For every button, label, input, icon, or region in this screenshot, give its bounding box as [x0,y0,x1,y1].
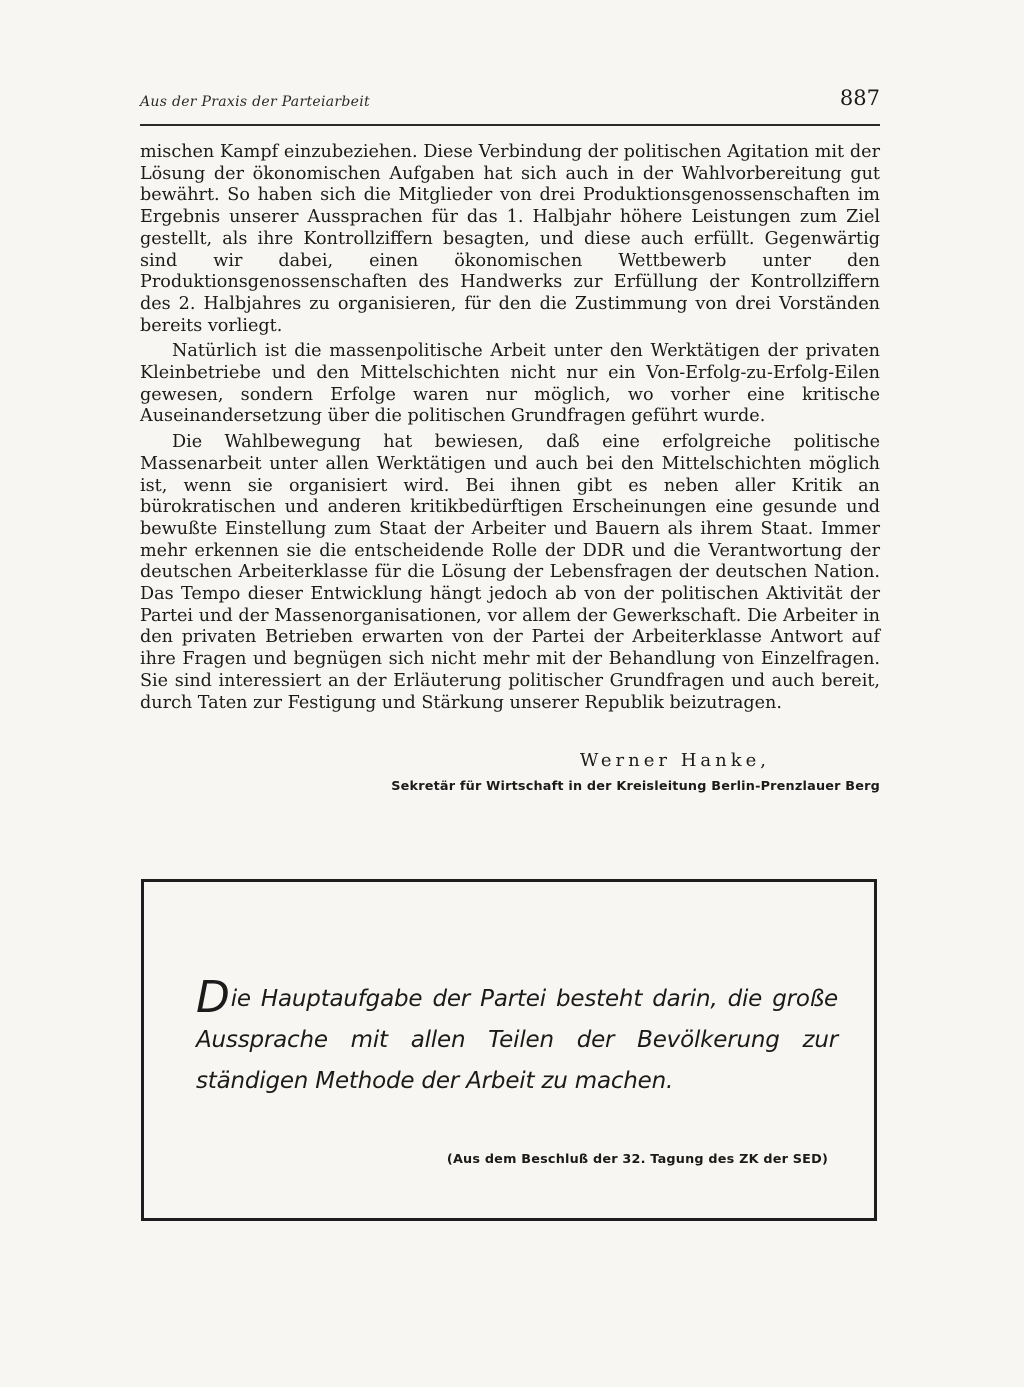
quote-text [196,972,838,1102]
running-head: Aus der Praxis der Parteiarbeit [140,94,370,110]
quote-source: (Aus dem Beschluß der 32. Tagung des ZK der SED) [446,1152,828,1167]
signature-block [140,750,880,794]
paragraph-2: Natürlich ist die massenpolitische Arbeit unter den Werktätigen der privaten Kleinbetriebe und den Mittelschichten nicht nur ein Von-Erfolg-zu-Erfolg-Eilen gewesen, sondern Erfolge waren nur möglich, wo vorher eine kritische Auseinandersetzung über die politischen Grundfragen geführt wurde. [140,341,880,427]
author-name: Werner Hanke, [579,750,770,771]
author-role: Sekretär für Wirtschaft in der Kreisleitung Berlin-Prenzlauer Berg [391,779,880,794]
page-number: 887 [839,86,880,110]
quote-initial: D [196,972,230,1023]
quote-box [141,879,877,1221]
page-header [140,86,880,126]
article-body [140,142,880,718]
paragraph-1: mischen Kampf einzubeziehen. Diese Verbindung der politischen Agitation mit der Lösung der ökonomischen Aufgaben hat sich auch in der Wahlvorbereitung gut bewährt. So haben sich die Mitglieder von drei Produktionsgenossenschaften im Ergebnis unserer Aussprachen für das 1. Halbjahr höhere Leistungen zum Ziel gestellt, als ihre Kontrollziffern besagten, und diese auch erfüllt. Gegenwärtig sind wir dabei, einen ökonomischen Wettbewerb unter den Produktionsgenossenschaften des Handwerks zur Erfüllung der Kontrollziffern des 2. Halbjahres zu organisieren, für den die Zustimmung von drei Vorständen bereits vorliegt. [140,142,880,336]
paragraph-3: Die Wahlbewegung hat bewiesen, daß eine erfolgreiche politische Massenarbeit unter allen Werktätigen und auch bei den Mittelschichten möglich ist, wenn sie organisiert wird. Bei ihnen gibt es neben aller Kritik an bürokratischen und anderen kritikbedürftigen Erscheinungen eine gesunde und bewußte Einstellung zum Staat der Arbeiter und Bauern als ihrem Staat. Immer mehr erkennen sie die entscheidende Rolle der DDR und die Verantwortung der deutschen Arbeiterklasse für die Lösung der Lebensfragen der deutschen Nation. Das Tempo dieser Entwicklung hängt jedoch ab von der politischen Aktivität der Partei und der Massenorganisationen, vor allem der Gewerkschaft. Die Arbeiter in den privaten Betrieben erwarten von der Partei der Arbeiterklasse Antwort auf ihre Fragen und begnügen sich nicht mehr mit der Behandlung von Einzelfragen. Sie sind interessiert an der Erläuterung politischer Grundfragen und auch bereit, durch Taten zur Festigung und Stärkung unserer Republik beizutragen. [140,432,880,713]
quote-body: ie Hauptaufgabe der Partei besteht darin, die große Aussprache mit allen Teilen der Bevölkerung zur ständigen Methode der Arbeit zu machen. [196,986,838,1094]
